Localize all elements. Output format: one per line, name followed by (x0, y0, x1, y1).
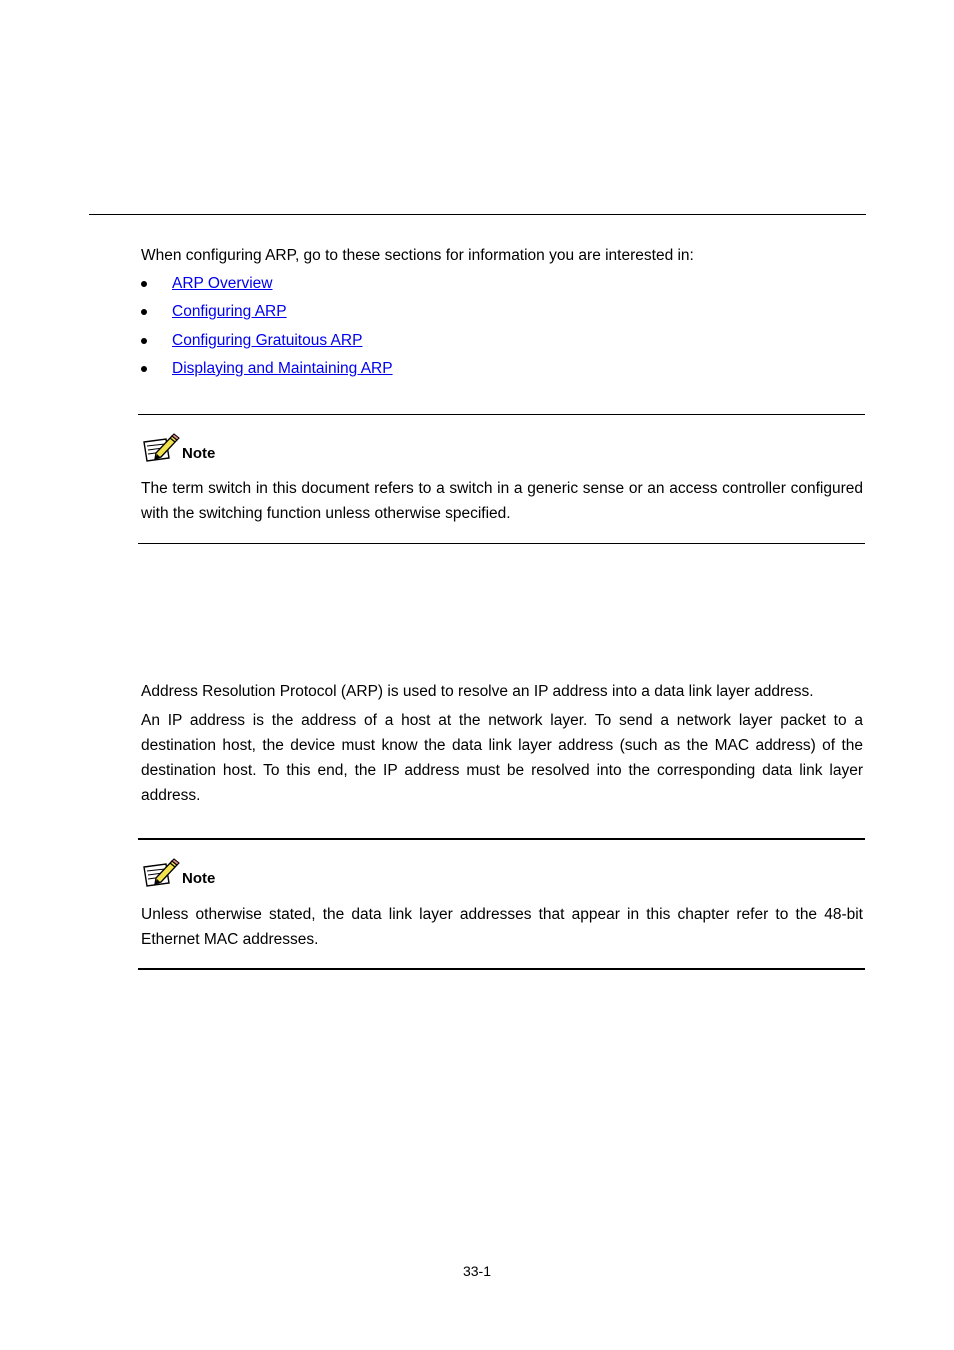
list-item (141, 359, 393, 387)
note-text: The term switch in this document refers to a switch in a generic sense or an access controller configured with the switching function unless otherwise specified. (141, 480, 863, 522)
note-label: Note (182, 870, 216, 887)
chapter-top-rule (89, 214, 866, 215)
body-paragraph: An IP address is the address of a host at the network layer. To send a network layer packet to a destination host, the device must know the data link layer address (such as the MAC address) of the destination host. To this end, the IP address must be resolved into the corresponding data link layer address. (141, 712, 863, 804)
note-box (138, 838, 865, 970)
link-arp-overview[interactable]: ARP Overview (172, 275, 273, 292)
note-pencil-icon (142, 433, 180, 463)
bullet-icon (141, 338, 147, 344)
list-item (141, 302, 393, 330)
bullet-icon (141, 366, 147, 372)
link-configuring-gratuitous-arp[interactable]: Configuring Gratuitous ARP (172, 331, 363, 349)
note-text: Unless otherwise stated, the data link layer addresses that appear in this chapter refer to the 48-bit Ethernet MAC addresses. (141, 906, 863, 948)
bullet-icon (141, 309, 147, 315)
list-item (141, 331, 393, 359)
link-configuring-arp[interactable]: Configuring ARP (172, 303, 287, 321)
intro-text: When configuring ARP, go to these sections for information you are interested in: (141, 247, 694, 264)
body-paragraph: Address Resolution Protocol (ARP) is used to resolve an IP address into a data link layer address. (141, 683, 814, 700)
page-number: 33-1 (462, 1263, 492, 1279)
link-displaying-maintaining-arp[interactable]: Displaying and Maintaining ARP (172, 359, 393, 377)
bullet-icon (141, 281, 147, 287)
note-label: Note (182, 445, 216, 462)
section-link-list (141, 274, 393, 387)
list-item (141, 274, 393, 302)
note-box (138, 414, 865, 544)
note-pencil-icon (142, 858, 180, 888)
